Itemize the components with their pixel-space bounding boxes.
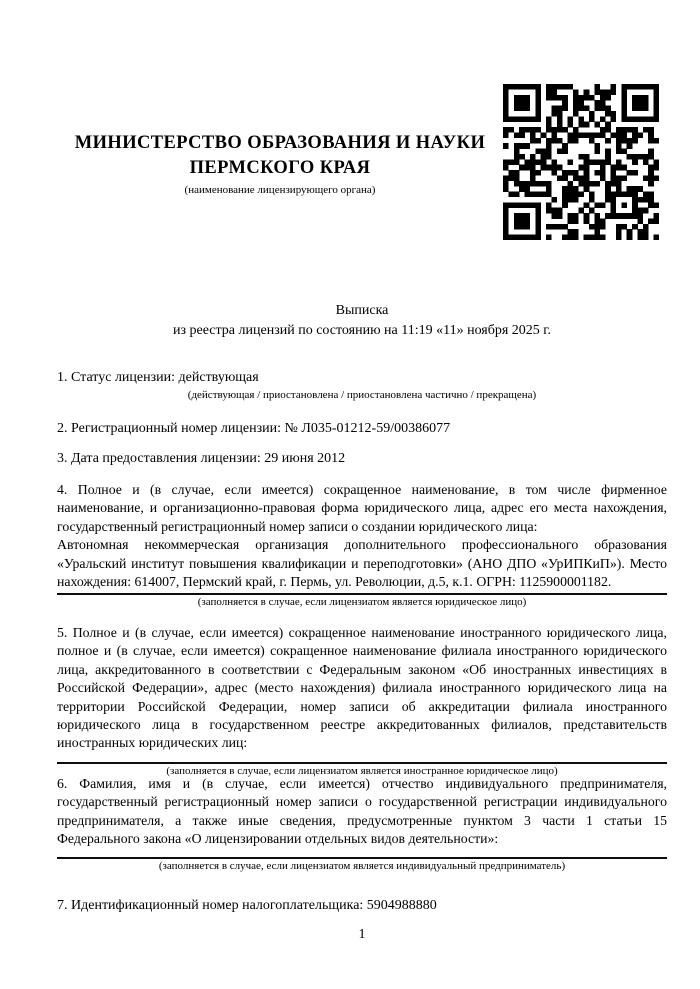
legal-entity-text: 4. Полное и (в случае, если имеется) сокращенное наименование, в том числе фирменное наименование, и организационно-правовая форма юридического лица, адрес его места нахождения, государственный регистрационный номер записи о создании юридического лица: [57,482,667,534]
foreign-entity-section [57,624,667,778]
entrepreneur-caption: (заполняется в случае, если лицензиатом является индивидуальный предприниматель) [158,859,566,872]
ministry-name-line2: ПЕРМСКОГО КРАЯ [189,158,371,178]
legal-entity-value: Автономная некоммерческая организация дополнительного профессионального образования «Уральский институт повышения квалификации и переподготовки» (АНО ДПО «УрИПКиП»). Место нахождения: 614007, Пермский край, г. Пермь, ул. Революции, д.5, к.1. ОГРН: 1125900001182. [57,537,667,590]
legal-entity-section [57,481,667,609]
entrepreneur-section [57,775,667,873]
legal-entity-divider [57,593,667,595]
entrepreneur-divider [57,857,667,859]
ministry-header [57,131,503,197]
license-status-options-caption: (действующая / приостановлена / приостановлена частично / прекращена) [187,389,537,401]
inn-section [57,896,667,915]
qr-code-icon [503,84,659,240]
ministry-caption: (наименование лицензирующего органа) [184,184,376,196]
registration-number-section [57,419,667,438]
license-status-section [57,368,667,402]
grant-date-line: 3. Дата предоставления лицензии: 29 июня 2012 [57,451,346,466]
inn-line: 7. Идентификационный номер налогоплательщика: 5904988880 [57,898,437,913]
page-number: 1 [358,927,366,942]
license-status-line: 1. Статус лицензии: действующая [57,370,259,385]
ministry-name-line1: МИНИСТЕРСТВО ОБРАЗОВАНИЯ И НАУКИ [74,133,486,153]
extract-title: Выписка [335,303,389,318]
foreign-entity-caption: (заполняется в случае, если лицензиатом является иностранное юридическое лицо) [166,764,558,777]
entrepreneur-text: 6. Фамилия, имя и (в случае, если имеется) отчество индивидуального предпринимателя, государственный регистрационный номер записи о государственной регистрации индивидуального предпринимателя, а также иные сведения, предусмотренные пунктом 3 части 1 статьи 15 Федерального закона «О лицензировании отдельных видов деятельности»: [57,776,667,847]
grant-date-section [57,449,667,468]
foreign-entity-divider [57,762,667,764]
foreign-entity-text: 5. Полное и (в случае, если имеется) сокращенное наименование иностранного юридического лица, полное и (в случае, если имеется) сокращенное наименование филиала иностранного юридического лица, аккредитованного в соответствии с Федеральным законом «Об иностранных инвестициях в Российской Федерации», адрес (место нахождения) филиала иностранного юридического лица на территории Российской Федерации, номер записи об аккредитации филиала иностранного юридического лица в государственном реестре аккредитованных филиалов, представительств иностранных юридических лиц: [57,625,667,751]
legal-entity-caption: (заполняется в случае, если лицензиатом является юридическое лицо) [197,596,527,609]
registration-number-line: 2. Регистрационный номер лицензии: № Л035-01212-59/00386077 [57,421,451,436]
extract-title-block [57,301,667,340]
extract-subtitle: из реестра лицензий по состоянию на 11:19 «11» ноября 2025 г. [173,322,551,338]
